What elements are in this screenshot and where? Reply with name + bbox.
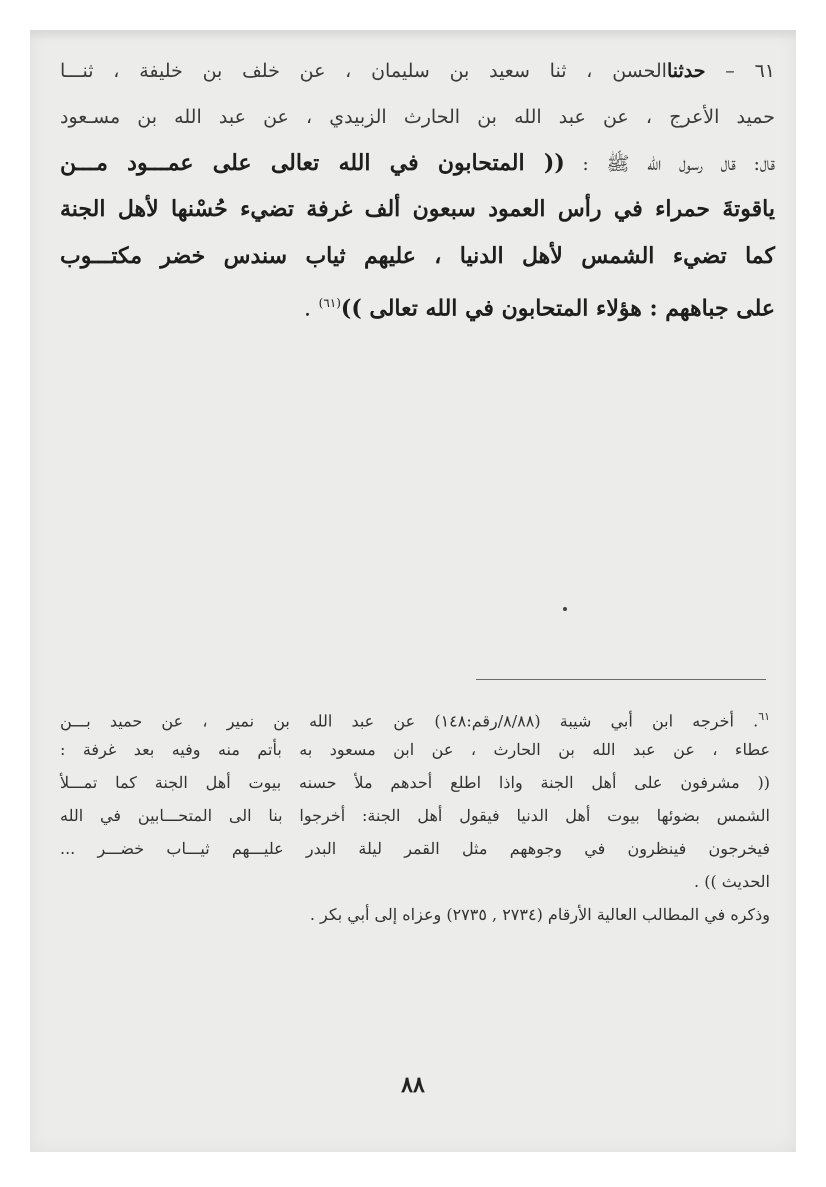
hadith-line-5: كما تضيء الشمس لأهل الدنيا ، عليهم ثياب سندس خضر مكتـــوب	[60, 243, 775, 269]
footnote	[60, 700, 770, 931]
footnote-reference: (٦١)	[318, 296, 341, 310]
footnote-line-6: الحديث )) .	[694, 872, 770, 891]
footnote-separator	[476, 679, 766, 680]
footnote-line-4: الشمس بضوئها بيوت أهل الدنيا فيقول أهل الجنة: أخرجوا بنا الى المتحـــابين في الله	[60, 806, 770, 825]
footnote-line-1-text: . أخرجه ابن أبي شيبة (٨/٨٨/رقم:١٤٨) عن عبد الله بن نمير ، عن حميد بـــن	[60, 711, 759, 731]
hadith-text	[60, 48, 775, 327]
hadith-number: ٦١ –	[725, 60, 775, 82]
hadith-keyword: حدثنا	[666, 60, 706, 82]
hadith-line-3	[60, 140, 775, 186]
hadith-line-1-rest: الحسن ، ثنا سعيد بن سليمان ، عن خلف بن خليفة ، ثنـــا	[60, 60, 667, 82]
hadith-line-2: حميد الأعرج ، عن عبد الله بن الحارث الزبيدي ، عن عبد الله بن مسـعود	[60, 106, 775, 128]
hadith-line-3-narration: قال: قال رسول الله ﷺ :	[582, 153, 775, 175]
hadith-line-6-text: على جباههم : هؤلاء المتحابون في الله تعالى ))	[340, 295, 775, 322]
scan-speck	[563, 607, 567, 611]
hadith-line-6	[60, 280, 775, 327]
footnote-line-3: (( مشرفون على أهل الجنة واذا اطلع أحدهم ملأ حسنه بيوت أهل الجنة كما تمـــلأ	[60, 773, 770, 792]
hadith-line-4: ياقوتةَ حمراء في رأس العمود سبعون ألف غرفة تضيء حُسْنها لأهل الجنة	[60, 196, 775, 222]
footnote-marker: ٦١	[758, 710, 771, 723]
page-edge-shadow	[30, 30, 796, 40]
footnote-line-1	[60, 700, 770, 733]
footnote-line-5: فيخرجون فينظرون في وجوههم مثل القمر ليلة البدر عليـــهم ثيـــاب خضـــر ...	[60, 839, 771, 858]
hadith-line-1	[60, 48, 775, 94]
footnote-line-7: وذكره في المطالب العالية الأرقام (٢٧٣٤ , ٢٧٣٥) وعزاه إلى أبي بكر .	[309, 905, 770, 924]
footnote-line-2: عطاء ، عن عبد الله بن الحارث ، عن ابن مسعود به بأتم منه وفيه بعد غرفة :	[60, 740, 770, 759]
hadith-line-3-quote: (( المتحابون في الله تعالى على عمـــود مـــن	[60, 150, 565, 176]
hadith-end-mark: .	[303, 296, 311, 322]
page-number: ٨٨	[401, 1072, 425, 1098]
